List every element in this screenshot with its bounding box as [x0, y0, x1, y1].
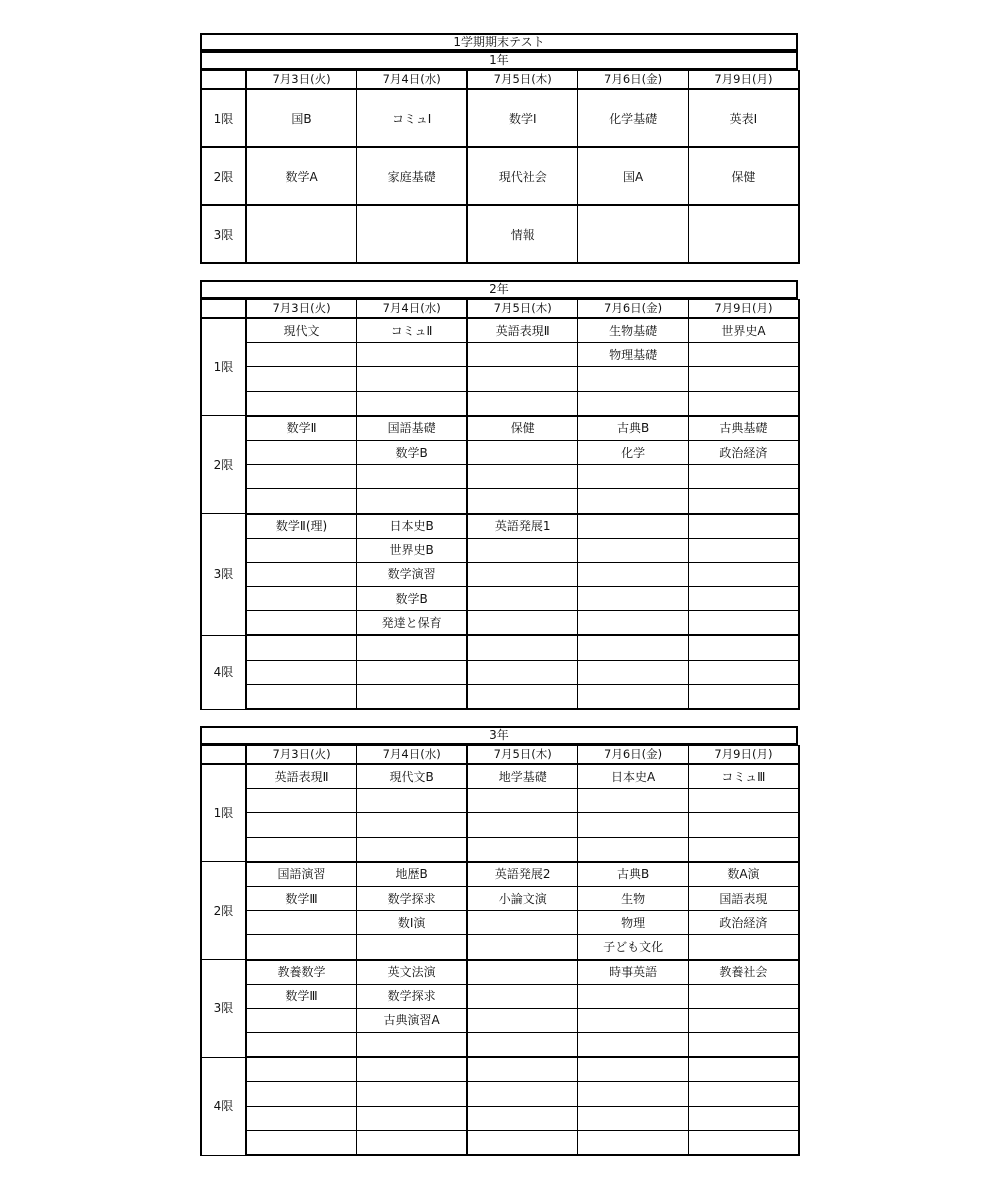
schedule-table: [200, 70, 800, 264]
period-label: 3限: [201, 205, 246, 263]
subject-cell: [246, 789, 357, 813]
subject-cell: [578, 205, 689, 263]
subject-cell: 化学: [578, 440, 689, 464]
subject-cell: [578, 1106, 689, 1130]
subject-cell: [578, 587, 689, 611]
period-subrow: [201, 984, 799, 1008]
subject-cell: コミュⅠ: [357, 89, 468, 147]
subject-cell: 教養数学: [246, 960, 357, 985]
period-subrow: [201, 1008, 799, 1032]
subject-cell: [467, 789, 578, 813]
period-row: [201, 147, 799, 205]
subject-cell: [246, 440, 357, 464]
subject-cell: 情報: [467, 205, 578, 263]
subject-cell: [688, 1057, 799, 1082]
header-corner: [201, 300, 246, 319]
subject-cell: 化学基礎: [578, 89, 689, 147]
subject-cell: [357, 635, 468, 660]
subject-cell: [357, 1033, 468, 1058]
subject-cell: 保健: [688, 147, 799, 205]
subject-cell: [467, 1082, 578, 1106]
subject-cell: [688, 684, 799, 709]
subject-cell: 古典基礎: [688, 416, 799, 441]
period-subrow: [201, 416, 799, 441]
subject-cell: 数学探求: [357, 984, 468, 1008]
subject-cell: 英語表現Ⅱ: [467, 318, 578, 343]
subject-cell: [688, 611, 799, 636]
subject-cell: [688, 1033, 799, 1058]
subject-cell: 現代社会: [467, 147, 578, 205]
subject-cell: [578, 514, 689, 539]
subject-cell: 数学演習: [357, 562, 468, 586]
date-header: 7月5日(木): [467, 71, 578, 90]
subject-cell: [688, 1106, 799, 1130]
period-subrow: [201, 343, 799, 367]
subject-cell: [467, 635, 578, 660]
subject-cell: [578, 1057, 689, 1082]
date-header: 7月3日(火): [246, 71, 357, 90]
subject-cell: [578, 684, 689, 709]
date-header: 7月9日(月): [688, 746, 799, 765]
grade1-section: [200, 51, 798, 264]
subject-cell: [357, 367, 468, 391]
subject-cell: [246, 635, 357, 660]
subject-cell: [578, 1130, 689, 1155]
subject-cell: [578, 465, 689, 489]
subject-cell: 数学Ⅱ(理): [246, 514, 357, 539]
period-subrow: [201, 911, 799, 935]
subject-cell: 生物: [578, 886, 689, 910]
subject-cell: 発達と保育: [357, 611, 468, 636]
date-header: 7月5日(木): [467, 746, 578, 765]
grade3-section: [200, 726, 798, 1156]
subject-cell: 物理基礎: [578, 343, 689, 367]
subject-cell: 日本史B: [357, 514, 468, 539]
subject-cell: [246, 1057, 357, 1082]
subject-cell: 現代文: [246, 318, 357, 343]
subject-cell: [467, 587, 578, 611]
subject-cell: [578, 562, 689, 586]
subject-cell: [688, 205, 799, 263]
subject-cell: [688, 1082, 799, 1106]
date-header: 7月5日(木): [467, 300, 578, 319]
subject-cell: [467, 1057, 578, 1082]
subject-cell: [578, 1082, 689, 1106]
period-subrow: [201, 440, 799, 464]
subject-cell: [688, 514, 799, 539]
subject-cell: [688, 789, 799, 813]
subject-cell: [688, 935, 799, 960]
period-subrow: [201, 391, 799, 416]
subject-cell: [246, 205, 357, 263]
subject-cell: 数学Ⅲ: [246, 886, 357, 910]
subject-cell: [578, 660, 689, 684]
schedule-table: [200, 745, 800, 1156]
subject-cell: 時事英語: [578, 960, 689, 985]
subject-cell: 小論文演: [467, 886, 578, 910]
grade-label: 3年: [200, 726, 798, 745]
subject-cell: [578, 789, 689, 813]
subject-cell: [688, 562, 799, 586]
period-subrow: [201, 1057, 799, 1082]
subject-cell: [578, 984, 689, 1008]
subject-cell: [688, 489, 799, 514]
period-label: 3限: [201, 960, 246, 1058]
period-subrow: [201, 862, 799, 887]
subject-cell: [246, 1008, 357, 1032]
subject-cell: [467, 611, 578, 636]
subject-cell: [467, 1033, 578, 1058]
subject-cell: [246, 367, 357, 391]
subject-cell: コミュⅢ: [688, 764, 799, 789]
subject-cell: [357, 660, 468, 684]
period-label: 2限: [201, 862, 246, 960]
subject-cell: 数学B: [357, 587, 468, 611]
period-subrow: [201, 1106, 799, 1130]
subject-cell: [467, 1106, 578, 1130]
subject-cell: [578, 1033, 689, 1058]
subject-cell: 保健: [467, 416, 578, 441]
subject-cell: 英表Ⅰ: [688, 89, 799, 147]
subject-cell: 数学B: [357, 440, 468, 464]
date-header: 7月6日(金): [578, 300, 689, 319]
subject-cell: 国B: [246, 89, 357, 147]
subject-cell: [357, 1082, 468, 1106]
subject-cell: [246, 1082, 357, 1106]
subject-cell: 古典演習A: [357, 1008, 468, 1032]
subject-cell: [246, 1130, 357, 1155]
header-corner: [201, 71, 246, 90]
subject-cell: [357, 837, 468, 862]
period-subrow: [201, 764, 799, 789]
period-subrow: [201, 837, 799, 862]
subject-cell: [357, 205, 468, 263]
subject-cell: [357, 789, 468, 813]
subject-cell: 国語表現: [688, 886, 799, 910]
subject-cell: 英語表現Ⅱ: [246, 764, 357, 789]
subject-cell: [578, 837, 689, 862]
subject-cell: 英語発展1: [467, 514, 578, 539]
subject-cell: [246, 684, 357, 709]
subject-cell: [467, 391, 578, 416]
subject-cell: [467, 935, 578, 960]
period-subrow: [201, 635, 799, 660]
subject-cell: [688, 538, 799, 562]
subject-cell: [688, 587, 799, 611]
period-label: 4限: [201, 1057, 246, 1155]
schedule-table: [200, 299, 800, 710]
subject-cell: [357, 391, 468, 416]
subject-cell: 数学A: [246, 147, 357, 205]
period-subrow: [201, 886, 799, 910]
subject-cell: [246, 489, 357, 514]
period-subrow: [201, 611, 799, 636]
subject-cell: [467, 343, 578, 367]
period-subrow: [201, 465, 799, 489]
subject-cell: 数学Ⅱ: [246, 416, 357, 441]
subject-cell: [688, 1130, 799, 1155]
subject-cell: 世界史B: [357, 538, 468, 562]
period-subrow: [201, 960, 799, 985]
subject-cell: [578, 635, 689, 660]
period-label: 3限: [201, 514, 246, 636]
subject-cell: [246, 562, 357, 586]
subject-cell: [357, 465, 468, 489]
period-label: 2限: [201, 147, 246, 205]
subject-cell: [357, 684, 468, 709]
period-label: 2限: [201, 416, 246, 514]
subject-cell: [357, 1057, 468, 1082]
subject-cell: [467, 1008, 578, 1032]
subject-cell: 英語発展2: [467, 862, 578, 887]
subject-cell: [688, 837, 799, 862]
subject-cell: [467, 813, 578, 837]
subject-cell: [578, 391, 689, 416]
subject-cell: 家庭基礎: [357, 147, 468, 205]
period-subrow: [201, 1033, 799, 1058]
subject-cell: 数Ⅰ演: [357, 911, 468, 935]
period-subrow: [201, 813, 799, 837]
subject-cell: [467, 465, 578, 489]
subject-cell: [246, 935, 357, 960]
subject-cell: [467, 489, 578, 514]
date-header: 7月3日(火): [246, 300, 357, 319]
period-subrow: [201, 587, 799, 611]
subject-cell: [688, 343, 799, 367]
subject-cell: 物理: [578, 911, 689, 935]
exam-schedule-document: [200, 33, 798, 1156]
date-header: 7月4日(水): [357, 71, 468, 90]
period-subrow: [201, 1082, 799, 1106]
subject-cell: [357, 1106, 468, 1130]
grade2-section: [200, 280, 798, 710]
subject-cell: 国語基礎: [357, 416, 468, 441]
period-label: 1限: [201, 89, 246, 147]
subject-cell: 数学Ⅲ: [246, 984, 357, 1008]
date-header: 7月6日(金): [578, 746, 689, 765]
subject-cell: [246, 538, 357, 562]
subject-cell: 国語演習: [246, 862, 357, 887]
subject-cell: [467, 562, 578, 586]
subject-cell: [246, 660, 357, 684]
period-row: [201, 89, 799, 147]
subject-cell: [688, 391, 799, 416]
date-header-row: [201, 300, 799, 319]
subject-cell: [578, 611, 689, 636]
grade-label: 2年: [200, 280, 798, 299]
subject-cell: コミュⅡ: [357, 318, 468, 343]
header-corner: [201, 746, 246, 765]
subject-cell: [578, 813, 689, 837]
date-header-row: [201, 71, 799, 90]
subject-cell: [467, 1130, 578, 1155]
subject-cell: [357, 935, 468, 960]
period-subrow: [201, 684, 799, 709]
subject-cell: [688, 635, 799, 660]
date-header: 7月4日(水): [357, 300, 468, 319]
period-label: 4限: [201, 635, 246, 709]
subject-cell: 古典B: [578, 862, 689, 887]
subject-cell: [688, 660, 799, 684]
subject-cell: [246, 1106, 357, 1130]
period-label: 1限: [201, 318, 246, 416]
period-subrow: [201, 318, 799, 343]
date-header: 7月9日(月): [688, 71, 799, 90]
subject-cell: [467, 660, 578, 684]
subject-cell: 数学Ⅰ: [467, 89, 578, 147]
subject-cell: [578, 538, 689, 562]
subject-cell: 国A: [578, 147, 689, 205]
date-header: 7月4日(水): [357, 746, 468, 765]
subject-cell: [467, 684, 578, 709]
subject-cell: [688, 465, 799, 489]
period-label: 1限: [201, 764, 246, 862]
subject-cell: [688, 1008, 799, 1032]
subject-cell: 子ども文化: [578, 935, 689, 960]
grade-label: 1年: [200, 51, 798, 70]
subject-cell: [467, 538, 578, 562]
subject-cell: 世界史A: [688, 318, 799, 343]
subject-cell: 生物基礎: [578, 318, 689, 343]
subject-cell: [578, 367, 689, 391]
period-subrow: [201, 562, 799, 586]
period-subrow: [201, 789, 799, 813]
subject-cell: [357, 489, 468, 514]
subject-cell: [246, 911, 357, 935]
subject-cell: 教養社会: [688, 960, 799, 985]
subject-cell: 古典B: [578, 416, 689, 441]
subject-cell: 政治経済: [688, 440, 799, 464]
subject-cell: [357, 1130, 468, 1155]
period-subrow: [201, 935, 799, 960]
subject-cell: 日本史A: [578, 764, 689, 789]
subject-cell: [467, 837, 578, 862]
subject-cell: [246, 391, 357, 416]
period-subrow: [201, 660, 799, 684]
period-subrow: [201, 1130, 799, 1155]
subject-cell: [467, 960, 578, 985]
period-row: [201, 205, 799, 263]
subject-cell: [246, 343, 357, 367]
subject-cell: [246, 587, 357, 611]
subject-cell: 現代文B: [357, 764, 468, 789]
subject-cell: 英文法演: [357, 960, 468, 985]
period-subrow: [201, 367, 799, 391]
period-subrow: [201, 514, 799, 539]
subject-cell: [246, 813, 357, 837]
subject-cell: [467, 984, 578, 1008]
subject-cell: 地学基礎: [467, 764, 578, 789]
subject-cell: 地歴B: [357, 862, 468, 887]
subject-cell: [357, 813, 468, 837]
period-subrow: [201, 489, 799, 514]
subject-cell: [467, 440, 578, 464]
subject-cell: [578, 1008, 689, 1032]
subject-cell: [357, 343, 468, 367]
document-title: 1学期期末テスト: [200, 33, 798, 51]
date-header-row: [201, 746, 799, 765]
subject-cell: [246, 837, 357, 862]
date-header: 7月3日(火): [246, 746, 357, 765]
date-header: 7月9日(月): [688, 300, 799, 319]
subject-cell: 数学探求: [357, 886, 468, 910]
subject-cell: [467, 911, 578, 935]
date-header: 7月6日(金): [578, 71, 689, 90]
subject-cell: 政治経済: [688, 911, 799, 935]
subject-cell: [688, 813, 799, 837]
subject-cell: [578, 489, 689, 514]
subject-cell: [688, 984, 799, 1008]
period-subrow: [201, 538, 799, 562]
subject-cell: [467, 367, 578, 391]
subject-cell: 数A演: [688, 862, 799, 887]
subject-cell: [246, 465, 357, 489]
subject-cell: [688, 367, 799, 391]
subject-cell: [246, 1033, 357, 1058]
subject-cell: [246, 611, 357, 636]
